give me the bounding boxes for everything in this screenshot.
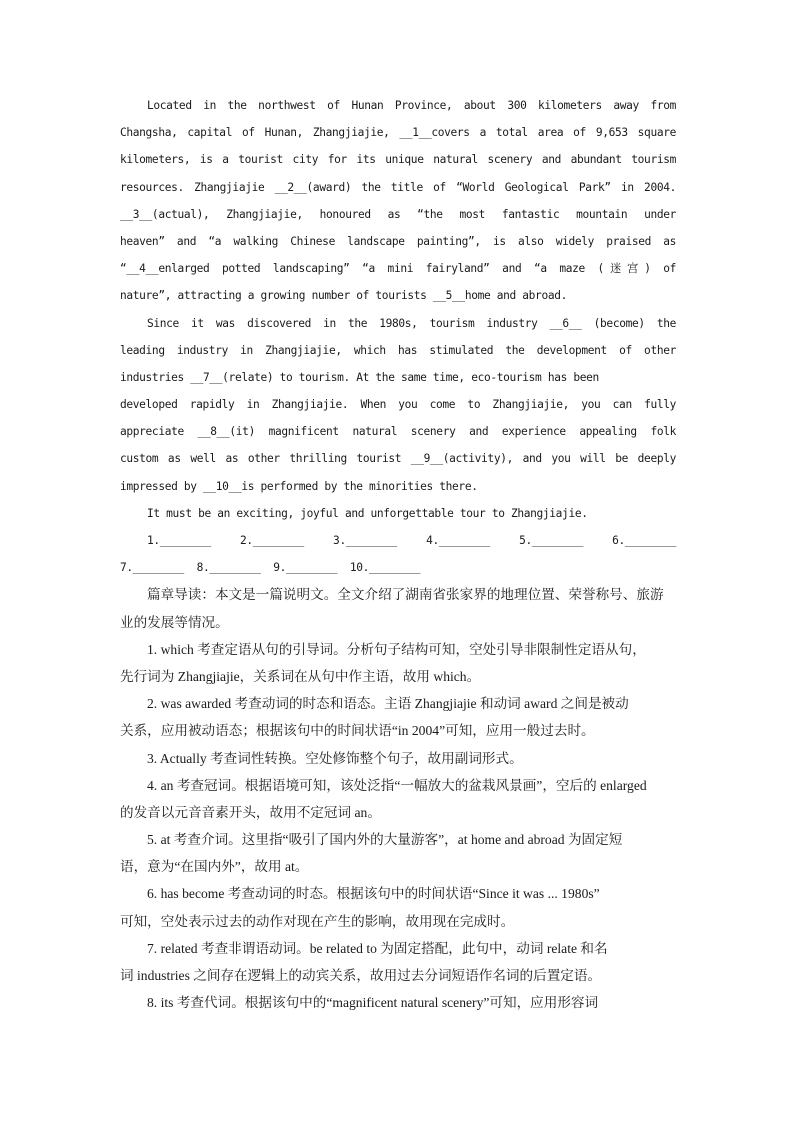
passage-line-5: __3__(actual), Zhangjiajie, honoured as “the most fantastic mountain under	[120, 207, 676, 221]
passage-line-11: industries __7__(relate) to tourism. At the same time, eco-tourism has been	[120, 370, 599, 384]
passage-line-3: kilometers, is a tourist city for its unique natural scenery and abundant tourism	[120, 153, 676, 167]
analysis-line-2: 业的发展等情况。	[120, 614, 229, 630]
analysis-line-15: 词 industries 之间存在逻辑上的动宾关系，故用过去分词短语作名词的后置定语。	[120, 968, 602, 983]
passage-line-9: Since it was discovered in the 1980s, tourism industry __6__ (become) the	[147, 316, 676, 330]
analysis-line-16: 8. its 考查代词。根据该句中的“magnificent natural scenery”可知，应用形容词	[147, 995, 599, 1011]
answer-blanks-row-1: 1.________ 2.________ 3.________ 4.________ 5.________ 6.________	[147, 534, 676, 547]
analysis-line-12: 6. has become 考查动词的时态。根据该句中的时间状语“Since it was ... 1980s”	[147, 886, 600, 902]
analysis-line-8: 4. an 考查冠词。根据语境可知，该处泛指“一幅放大的盆栽风景画”，空后的 enlarged	[147, 777, 647, 793]
passage-line-12: developed rapidly in Zhangjiajie. When you come to Zhangjiajie, you can fully	[120, 398, 676, 412]
passage-line-1: Located in the northwest of Hunan Province, about 300 kilometers away from	[147, 99, 676, 112]
passage-line-13: appreciate __8__(it) magnificent natural scenery and experience appealing folk	[120, 425, 676, 439]
analysis-line-7: 3. Actually 考查词性转换。空处修饰整个句子，故用副词形式。	[147, 750, 523, 766]
passage-line-6: heaven” and “a walking Chinese landscape painting”, is also widely praised as	[120, 234, 676, 248]
analysis-line-1: 篇章导读：本文是一篇说明文。全文介绍了湖南省张家界的地理位置、荣誉称号、旅游	[147, 587, 664, 603]
analysis-line-14: 7. related 考查非谓语动词。be related to 为固定搭配，此句中，动词 relate 和名	[147, 940, 608, 956]
passage-line-15: impressed by __10__is performed by the minorities there.	[120, 479, 478, 493]
analysis-line-9: 的发音以元音音素开头，故用不定冠词 an。	[120, 804, 381, 820]
analysis	[120, 581, 676, 1016]
analysis-line-10: 5. at 考查介词。这里指“吸引了国内外的大量游客”，at home and abroad 为固定短	[147, 832, 623, 848]
passage-line-8: nature”, attracting a growing number of tourists __5__home and abroad.	[120, 289, 567, 303]
passage-line-10: leading industry in Zhangjiajie, which has stimulated the development of other	[120, 343, 676, 357]
passage	[120, 92, 676, 527]
answer-blanks-row-2: 7.________ 8.________ 9.________ 10.________	[120, 561, 421, 575]
analysis-line-13: 可知，空处表示过去的动作对现在产生的影响，故用现在完成时。	[120, 913, 515, 929]
passage-line-16: It must be an exciting, joyful and unforgettable tour to Zhangjiajie.	[147, 506, 588, 520]
passage-line-4: resources. Zhangjiajie __2__(award) the title of “World Geological Park” in 2004.	[120, 180, 676, 194]
analysis-line-11: 语，意为“在国内外”，故用 at。	[120, 859, 309, 875]
passage-line-14: custom as well as other thrilling tourist __9__(activity), and you will be deeply	[120, 452, 676, 466]
document-page	[120, 92, 676, 1016]
passage-line-7: “__4__enlarged potted landscaping” “a mini fairyland” and “a maze (迷宫) of	[120, 262, 676, 276]
analysis-line-3: 1. which 考查定语从句的引导词。分析句子结构可知，空处引导非限制性定语从句，	[147, 641, 646, 657]
analysis-line-4: 先行词为 Zhangjiajie，关系词在从句中作主语，故用 which。	[120, 668, 481, 684]
passage-line-2: Changsha, capital of Hunan, Zhangjiajie, __1__covers a total area of 9,653 square	[120, 126, 676, 140]
analysis-line-5: 2. was awarded 考查动词的时态和语态。主语 Zhangjiajie 和动词 award 之间是被动	[147, 696, 629, 712]
analysis-line-6: 关系，应用被动语态；根据该句中的时间状语“in 2004”可知，应用一般过去时。	[120, 723, 595, 739]
